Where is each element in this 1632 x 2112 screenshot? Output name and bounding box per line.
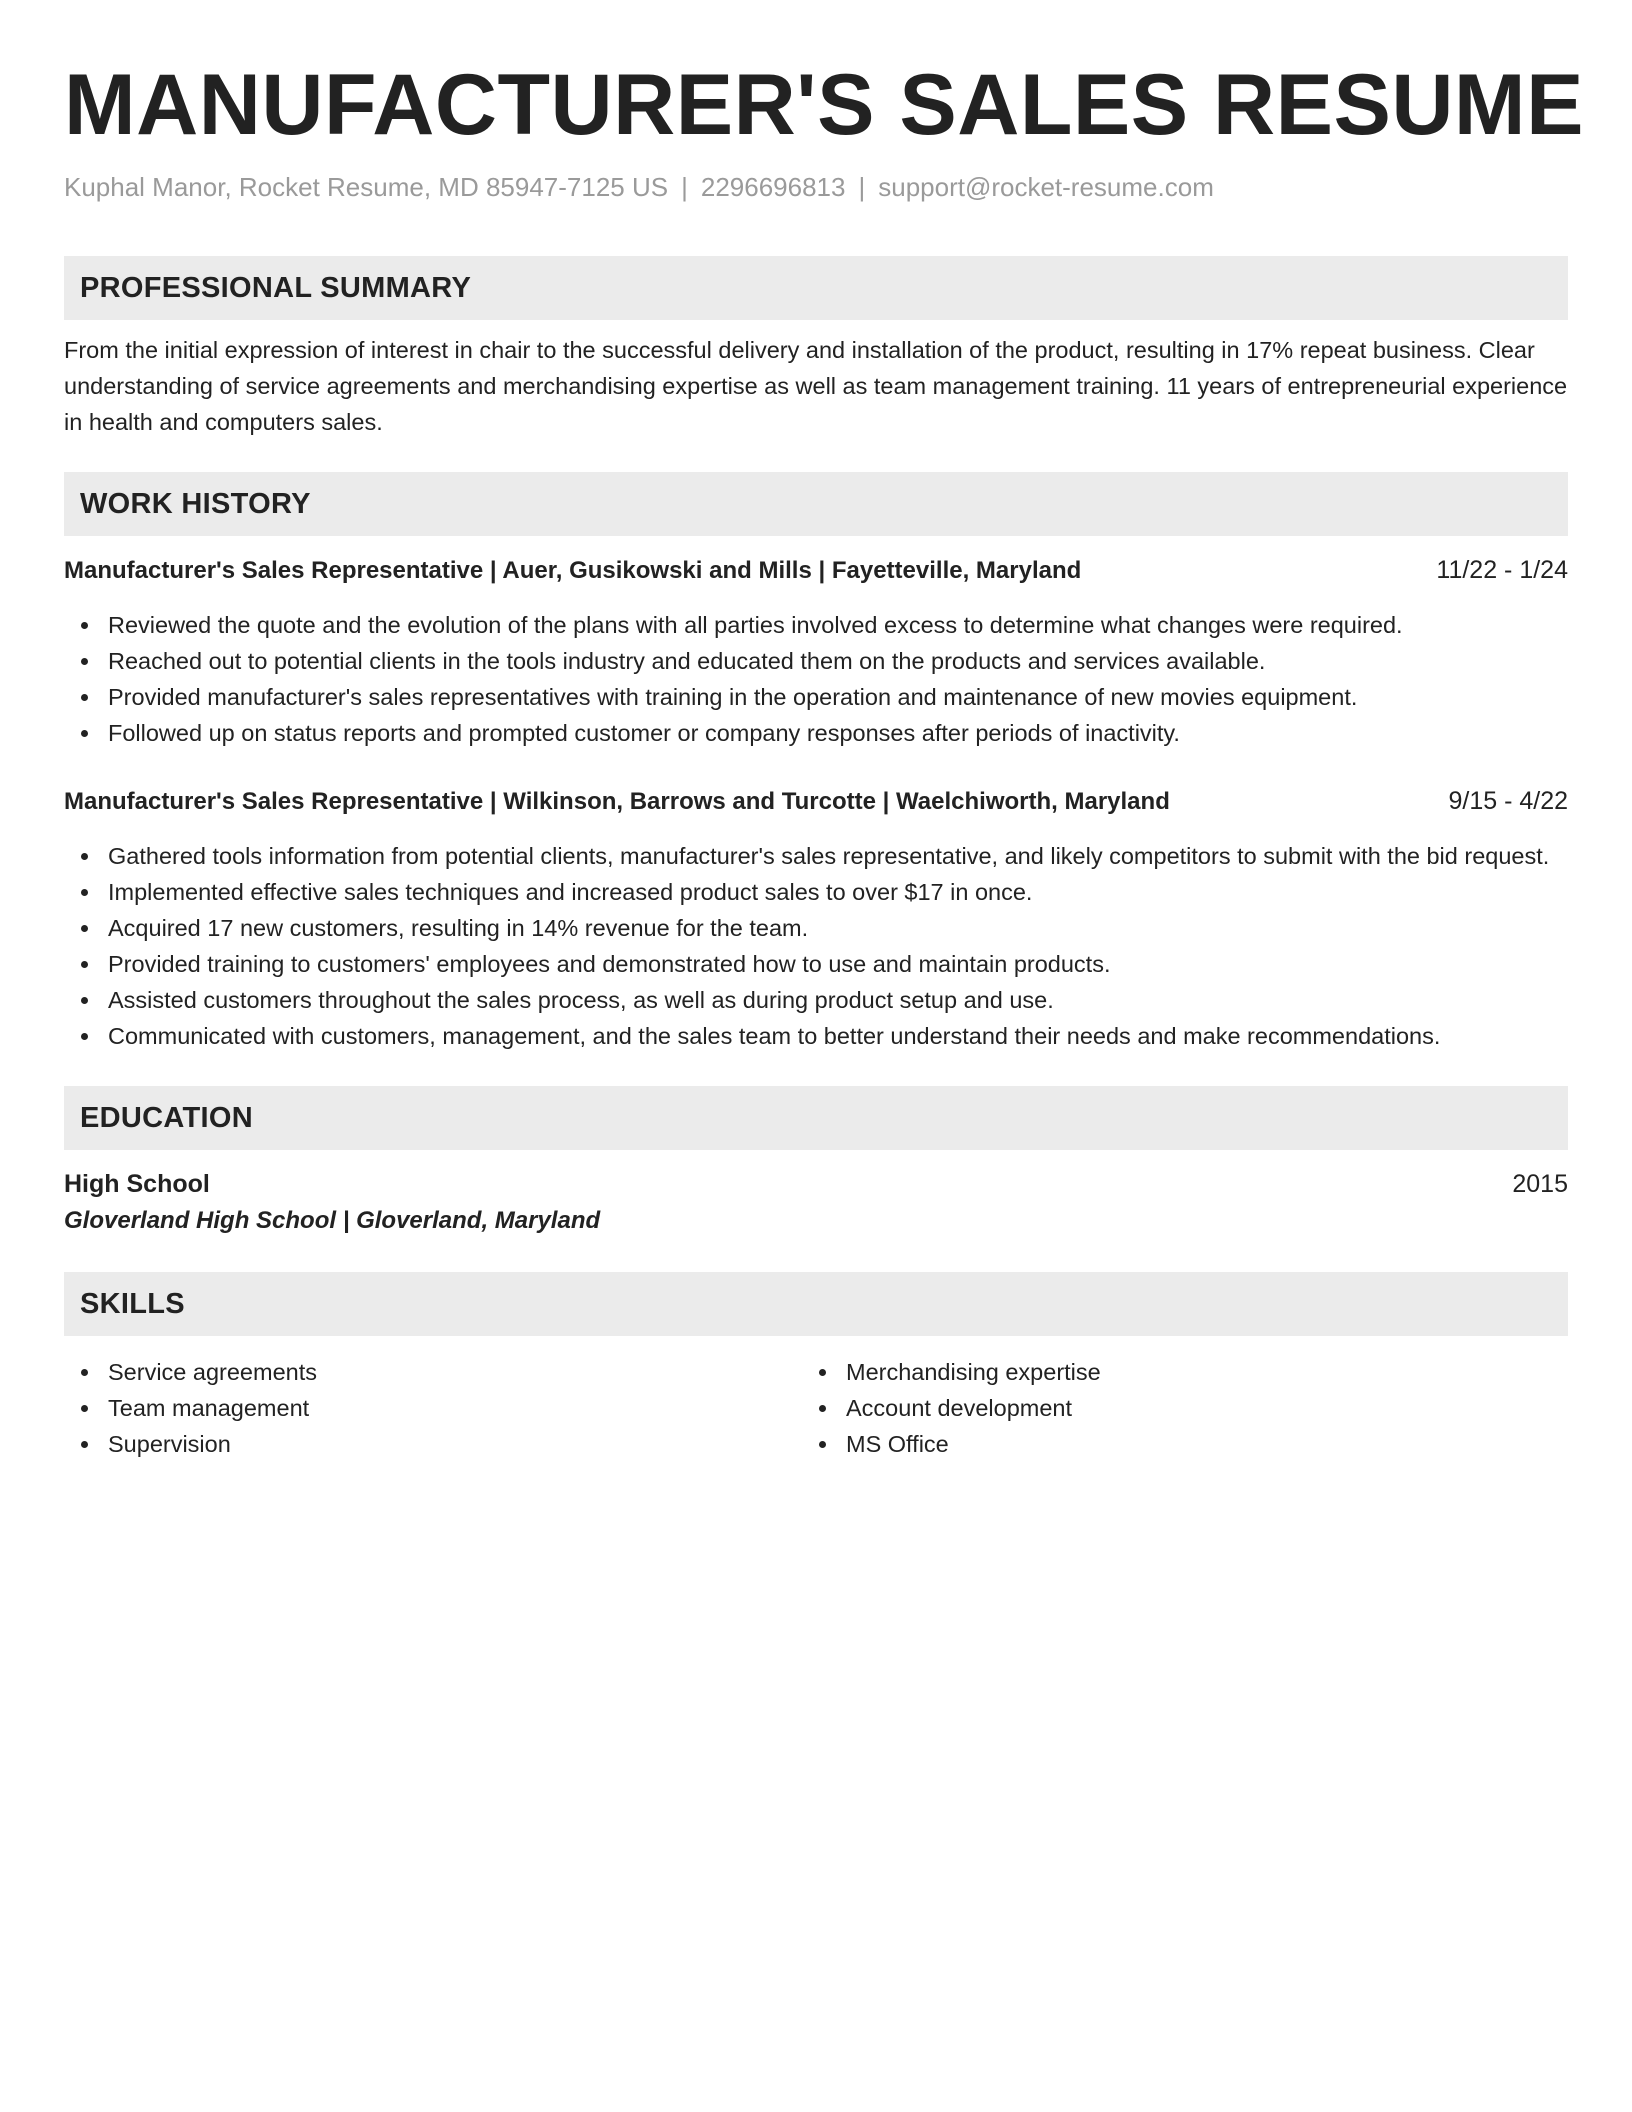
job-header	[64, 552, 1568, 589]
job-bullet: Provided training to customers' employees and demonstrated how to use and maintain products.	[64, 946, 1568, 982]
skills-column-right	[802, 1354, 1540, 1462]
summary-text: From the initial expression of interest in chair to the successful delivery and installation of the product, resulting in 17% repeat business. Clear understanding of service agreements and merchandising expertise as well as team management training. 11 years of entrepreneurial experience in health and computers sales.	[64, 337, 1568, 435]
job-entry	[64, 552, 1568, 751]
education-year: 2015	[1512, 1170, 1568, 1198]
contact-phone: 2296696813	[700, 172, 846, 202]
skill-item: Team management	[64, 1390, 802, 1426]
job-bullet: Assisted customers throughout the sales process, as well as during product setup and use.	[64, 982, 1568, 1018]
job-bullets	[64, 838, 1568, 1054]
job-dates: 9/15 - 4/22	[1448, 787, 1568, 815]
job-bullets	[64, 607, 1568, 751]
contact-separator: |	[681, 172, 688, 202]
section-heading-skills: SKILLS	[64, 1272, 1568, 1336]
job-bullet: Provided manufacturer's sales representatives with training in the operation and maintenance of new movies equipment.	[64, 679, 1568, 715]
section-heading-summary: PROFESSIONAL SUMMARY	[64, 256, 1568, 320]
contact-email[interactable]: support@rocket-resume.com	[878, 172, 1214, 202]
job-bullet: Communicated with customers, management, and the sales team to better understand their needs and make recommendations.	[64, 1018, 1568, 1054]
contact-separator: |	[858, 172, 866, 202]
job-bullet: Gathered tools information from potential clients, manufacturer's sales representative, and likely competitors to submit with the bid request.	[64, 838, 1568, 874]
contact-line	[64, 169, 1568, 205]
skill-item: Supervision	[64, 1426, 802, 1462]
section-heading-education: EDUCATION	[64, 1086, 1568, 1150]
skill-item: MS Office	[802, 1426, 1540, 1462]
skills-grid	[64, 1354, 1568, 1462]
job-bullet: Reached out to potential clients in the tools industry and educated them on the products and services available.	[64, 643, 1568, 679]
skill-item: Account development	[802, 1390, 1540, 1426]
job-title: Manufacturer's Sales Representative | Auer, Gusikowski and Mills | Fayetteville, Maryland	[64, 557, 1082, 584]
skill-item: Merchandising expertise	[802, 1354, 1540, 1390]
job-header	[64, 783, 1568, 820]
skill-item: Service agreements	[64, 1354, 802, 1390]
job-bullet: Acquired 17 new customers, resulting in 14% revenue for the team.	[64, 910, 1568, 946]
resume-title: MANUFACTURER'S SALES RESUME	[64, 57, 1584, 153]
education-school: Gloverland High School | Gloverland, Maryland	[64, 1207, 601, 1234]
education-header	[64, 1166, 1568, 1202]
contact-address: Kuphal Manor, Rocket Resume, MD 85947-7125 US	[64, 172, 669, 202]
job-bullet: Followed up on status reports and prompted customer or company responses after periods of inactivity.	[64, 715, 1568, 751]
job-bullet: Reviewed the quote and the evolution of the plans with all parties involved excess to determine what changes were required.	[64, 607, 1568, 643]
education-degree: High School	[64, 1170, 210, 1198]
job-dates: 11/22 - 1/24	[1436, 556, 1568, 584]
job-title: Manufacturer's Sales Representative | Wilkinson, Barrows and Turcotte | Waelchiworth, Maryland	[64, 788, 1170, 815]
section-heading-work-history: WORK HISTORY	[64, 472, 1568, 536]
job-bullet: Implemented effective sales techniques and increased product sales to over $17 in once.	[64, 874, 1568, 910]
skills-column-left	[64, 1354, 802, 1462]
job-entry	[64, 783, 1568, 1054]
